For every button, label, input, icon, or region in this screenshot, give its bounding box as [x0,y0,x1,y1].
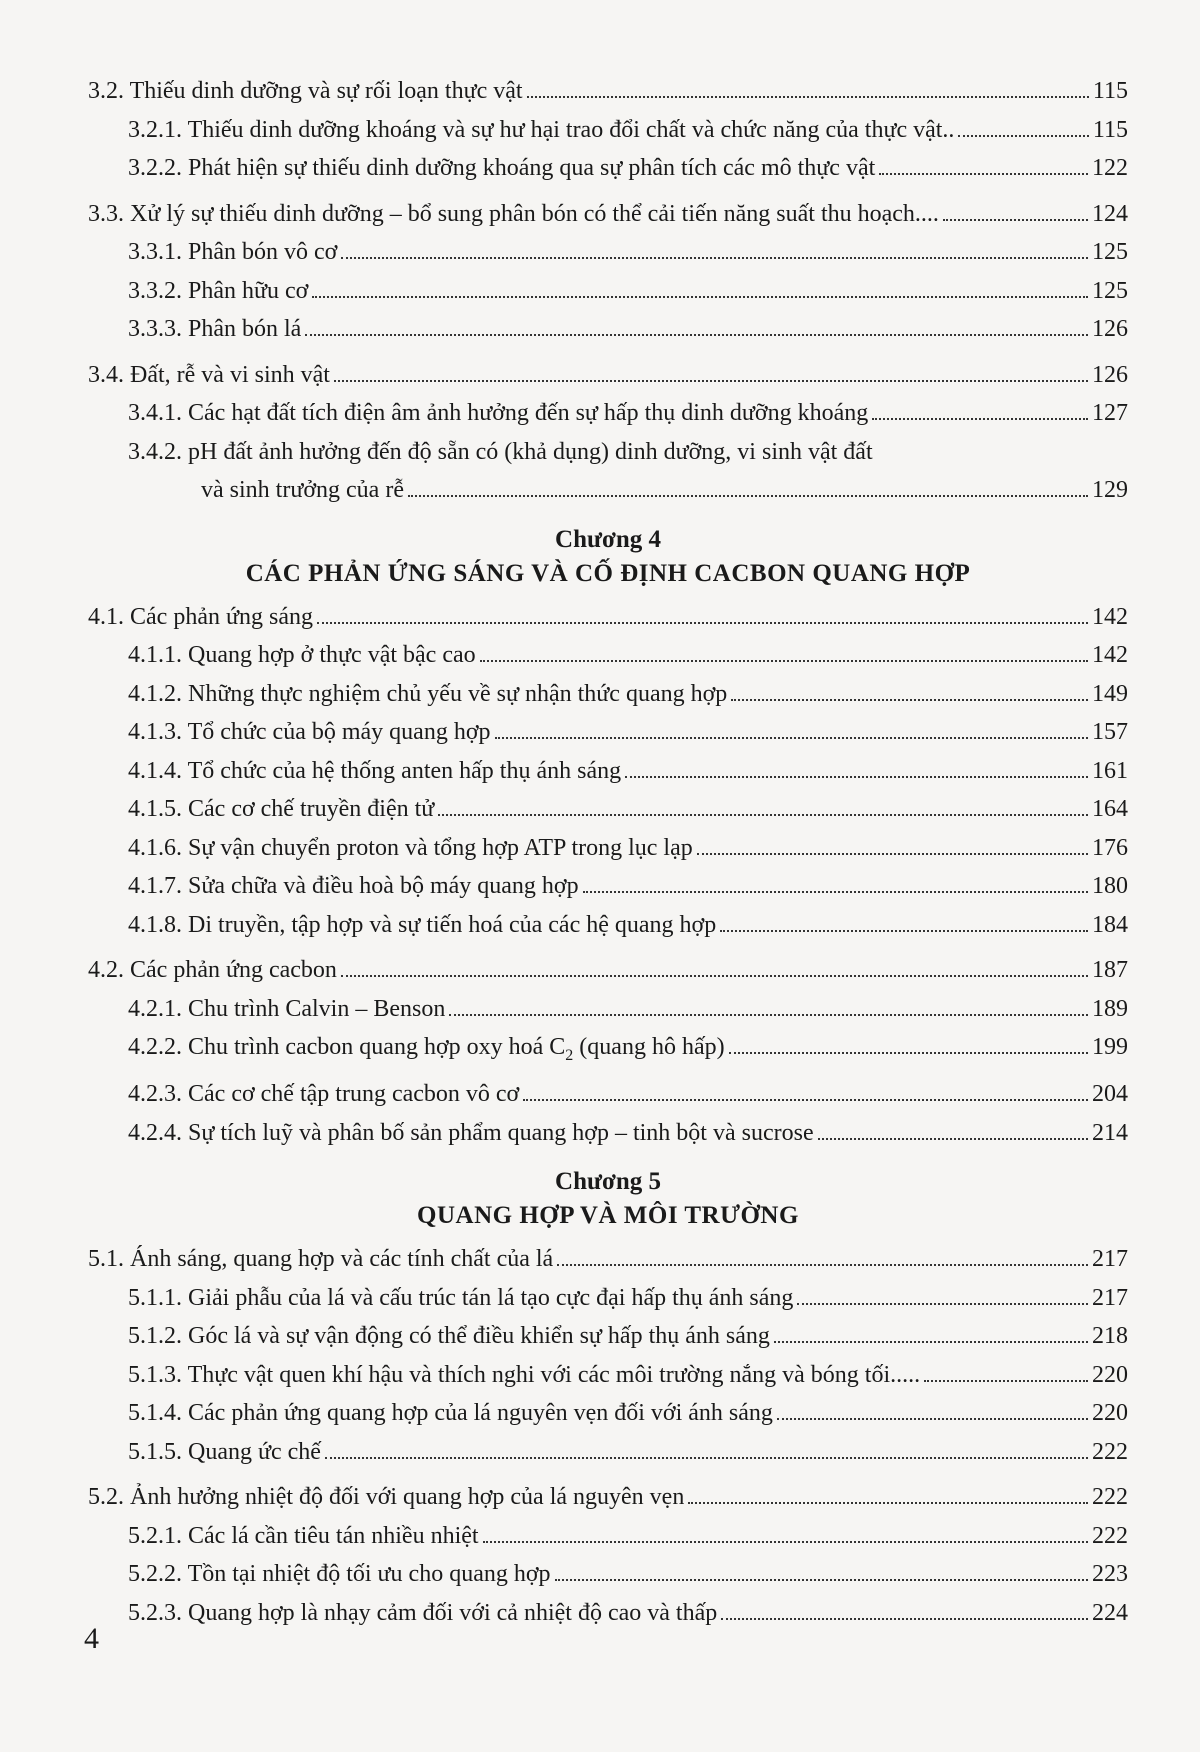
dot-leader [523,1099,1088,1101]
toc-entry-page: 149 [1092,680,1128,707]
dot-leader [943,219,1088,221]
toc-section-entry[interactable] [88,951,1128,990]
toc-subsection-entry[interactable] [88,1594,1128,1633]
toc-entry-page: 224 [1092,1599,1128,1626]
toc-section-entry[interactable] [88,1240,1128,1279]
dot-leader [312,296,1088,298]
toc-entry-page: 127 [1092,400,1128,426]
dot-leader [958,135,1088,137]
toc-entry-page: 126 [1092,316,1128,342]
dot-leader [774,1341,1088,1343]
toc-entry-title: 5.2.3. Quang hợp là nhạy cảm đối với cả nhiệt độ cao và thấp [128,1599,718,1626]
dot-leader [449,1014,1088,1016]
dot-leader [924,1380,1088,1382]
toc-entry-title: 3.2.2. Phát hiện sự thiếu dinh dưỡng khoáng qua sự phân tích các mô thực vật [128,155,876,181]
dot-leader [557,1264,1088,1266]
toc-entry-title: 5.1.2. Góc lá và sự vận động có thể điều khiển sự hấp thụ ánh sáng [128,1323,770,1350]
dot-leader [408,495,1088,497]
dot-leader [483,1541,1088,1543]
subscript: 2 [565,1046,574,1064]
toc-entry-title: 5.1.4. Các phản ứng quang hợp của lá nguyên vẹn đối với ánh sáng [128,1400,773,1427]
toc-entry-title: 3.3.1. Phân bón vô cơ [128,239,338,265]
dot-leader [438,814,1088,816]
toc-section-entry[interactable] [88,356,1128,395]
toc-entry-title: 4.2.2. Chu trình cacbon quang hợp oxy hoá $C_2$ (quang hô hấp) [128,1034,725,1064]
toc-subsection-entry[interactable] [88,867,1128,906]
toc-entry-page: 176 [1092,834,1128,861]
toc-subsection-entry[interactable] [88,1317,1128,1356]
toc-subsection-entry[interactable] [88,272,1128,311]
toc-entry-title: 4.2. Các phản ứng cacbon [88,957,337,983]
toc-entry-title: 3.3. Xử lý sự thiếu dinh dưỡng – bổ sung phân bón có thể cải tiến năng suất thu hoạch.... [88,200,939,227]
dot-leader [341,975,1088,977]
toc-entry-page: 122 [1092,155,1128,181]
toc-entry-title: 4.1.5. Các cơ chế truyền điện tử [128,796,435,822]
toc-entry-page: 124 [1092,200,1128,227]
toc-entry-title: 4.1.1. Quang hợp ở thực vật bậc cao [128,642,476,668]
dot-leader [625,776,1088,778]
dot-leader [317,622,1088,624]
dot-leader [688,1502,1088,1504]
dot-leader [583,891,1088,893]
toc-subsection-entry[interactable] [88,111,1128,150]
dot-leader [341,257,1088,259]
toc-entry-page: 126 [1092,361,1128,388]
toc-entry-page: 222 [1092,1438,1128,1465]
dot-leader [334,380,1088,382]
toc-subsection-entry[interactable] [88,1433,1128,1472]
dot-leader [818,1138,1088,1140]
chapter-heading [88,1166,1128,1234]
toc-section-entry[interactable] [88,1478,1128,1517]
toc-entry-page: 164 [1092,796,1128,822]
toc-subsection-entry[interactable] [88,990,1128,1029]
dot-leader [729,1052,1088,1054]
toc-entry-title: 3.4. Đất, rễ và vi sinh vật [88,361,330,388]
dot-leader [527,96,1089,98]
toc-entry-title: 5.1.3. Thực vật quen khí hậu và thích nghi với các môi trường nắng và bóng tối..... [128,1361,921,1388]
toc-entry-title: 4.1.7. Sửa chữa và điều hoà bộ máy quang hợp [128,873,579,899]
toc-entry-page: 184 [1092,911,1128,938]
toc-entry-page: 214 [1092,1119,1128,1146]
chapter-label: Chương 5 [555,1168,661,1196]
toc-entry-page: 180 [1092,873,1128,899]
toc-entry-page: 125 [1092,239,1128,265]
toc-subsection-entry[interactable] [88,1279,1128,1318]
toc-entry-page: 217 [1092,1246,1128,1273]
toc-entry-page: 142 [1092,603,1128,630]
toc-entry-title: 3.2. Thiếu dinh dưỡng và sự rối loạn thực vật [88,78,523,104]
table-of-contents [88,72,1128,1632]
toc-subsection-entry[interactable] [88,149,1128,188]
toc-entry-page: 189 [1092,995,1128,1022]
chapter-title: QUANG HỢP VÀ MÔI TRƯỜNG [417,1202,799,1230]
toc-entry-title: 3.3.2. Phân hữu cơ [128,277,309,304]
toc-entry-page: 142 [1092,642,1128,668]
toc-subsection-entry[interactable] [88,1075,1128,1114]
toc-entry-title: 4.2.4. Sự tích luỹ và phân bố sản phẩm quang hợp – tinh bột và sucrose [128,1119,814,1146]
dot-leader [797,1303,1088,1305]
toc-entry-title: 5.1. Ánh sáng, quang hợp và các tính chất của lá [88,1246,554,1273]
toc-subsection-entry[interactable] [88,906,1128,945]
dot-leader [555,1579,1088,1581]
toc-subsection-entry[interactable] [88,1555,1128,1594]
toc-entry-title: 5.2. Ảnh hưởng nhiệt độ đối với quang hợp của lá nguyên vẹn [88,1484,685,1511]
toc-entry-title: 3.4.1. Các hạt đất tích điện âm ảnh hưởng đến sự hấp thụ dinh dưỡng khoáng [128,400,869,426]
toc-subsection-entry[interactable] [88,394,1128,433]
toc-entry-page: 129 [1092,477,1128,503]
toc-entry-page: 220 [1092,1361,1128,1388]
chapter-label: Chương 4 [555,525,661,553]
toc-entry-title: 4.1. Các phản ứng sáng [88,603,313,630]
toc-entry-page: 157 [1092,719,1128,745]
toc-subsection-entry[interactable] [88,233,1128,272]
toc-entry-title: 4.1.6. Sự vận chuyển proton và tổng hợp ATP trong lục lạp [128,834,693,861]
toc-entry-title: 4.1.2. Những thực nghiệm chủ yếu về sự nhận thức quang hợp [128,680,728,707]
toc-subsection-entry[interactable] [88,1394,1128,1433]
toc-entry-title: 4.2.1. Chu trình Calvin – Benson [128,995,446,1022]
toc-subsection-entry[interactable] [88,310,1128,349]
dot-leader [305,334,1088,336]
toc-entry-page: 222 [1092,1522,1128,1549]
toc-subsection-entry[interactable] [88,1356,1128,1395]
dot-leader [495,737,1088,739]
toc-entry-page: 199 [1092,1034,1128,1060]
toc-subsection-entry[interactable] [88,675,1128,714]
toc-entry-title: 5.1.5. Quang ức chế [128,1438,321,1465]
toc-entry-title: 3.2.1. Thiếu dinh dưỡng khoáng và sự hư hại trao đổi chất và chức năng của thực vật.. [128,116,955,143]
toc-entry-page: 218 [1092,1323,1128,1350]
toc-entry-title: 5.2.2. Tồn tại nhiệt độ tối ưu cho quang hợp [128,1561,551,1588]
toc-subsection-entry[interactable] [88,1517,1128,1556]
toc-section-entry[interactable] [88,598,1128,637]
toc-subsection-entry[interactable] [88,713,1128,752]
dot-leader [697,853,1088,855]
toc-entry-title: 3.4.2. pH đất ảnh hưởng đến độ sẵn có (khả dụng) dinh dưỡng, vi sinh vật đất [128,438,873,465]
toc-section-entry[interactable] [88,195,1128,234]
toc-entry-page: 220 [1092,1400,1128,1427]
toc-entry-title-continued: và sinh trưởng của rễ [201,477,404,503]
toc-entry-page: 223 [1092,1561,1128,1588]
chapter-title: CÁC PHẢN ỨNG SÁNG VÀ CỐ ĐỊNH CACBON QUANG HỢP [245,559,971,587]
toc-subsection-entry[interactable] [88,790,1128,829]
toc-subsection-entry[interactable] [88,1114,1128,1153]
dot-leader [879,173,1088,175]
toc-entry-page: 115 [1092,78,1128,104]
toc-subsection-entry[interactable] [88,1028,1128,1075]
toc-entry-title: 4.1.8. Di truyền, tập hợp và sự tiến hoá của các hệ quang hợp [128,911,717,938]
dot-leader [872,418,1088,420]
toc-subsection-entry[interactable] [88,829,1128,868]
toc-entry-page: 125 [1092,277,1128,304]
toc-entry-title: 4.1.4. Tổ chức của hệ thống anten hấp thụ ánh sáng [128,757,622,784]
toc-section-entry[interactable] [88,72,1128,111]
toc-subsection-entry[interactable] [88,752,1128,791]
toc-subsection-entry[interactable] [88,636,1128,675]
chapter-heading [88,524,1128,592]
dot-leader [777,1418,1088,1420]
dot-leader [731,699,1088,701]
dot-leader [721,1618,1088,1620]
toc-subsection-entry[interactable] [88,433,1128,510]
toc-entry-title: 3.3.3. Phân bón lá [128,316,302,342]
toc-entry-page: 187 [1092,957,1128,983]
page-number: 4 [84,1622,99,1655]
toc-entry-title: 5.2.1. Các lá cần tiêu tán nhiều nhiệt [128,1522,479,1549]
toc-entry-title: 5.1.1. Giải phẫu của lá và cấu trúc tán lá tạo cực đại hấp thụ ánh sáng [128,1284,794,1311]
toc-entry-title: 4.2.3. Các cơ chế tập trung cacbon vô cơ [128,1081,520,1108]
dot-leader [325,1457,1088,1459]
dot-leader [720,930,1088,932]
toc-entry-page: 217 [1092,1284,1128,1311]
toc-entry-page: 204 [1092,1081,1128,1108]
dot-leader [480,660,1088,662]
toc-entry-title: 4.1.3. Tổ chức của bộ máy quang hợp [128,719,491,745]
toc-entry-page: 161 [1092,757,1128,784]
toc-entry-page: 115 [1092,116,1128,143]
toc-entry-page: 222 [1092,1484,1128,1511]
